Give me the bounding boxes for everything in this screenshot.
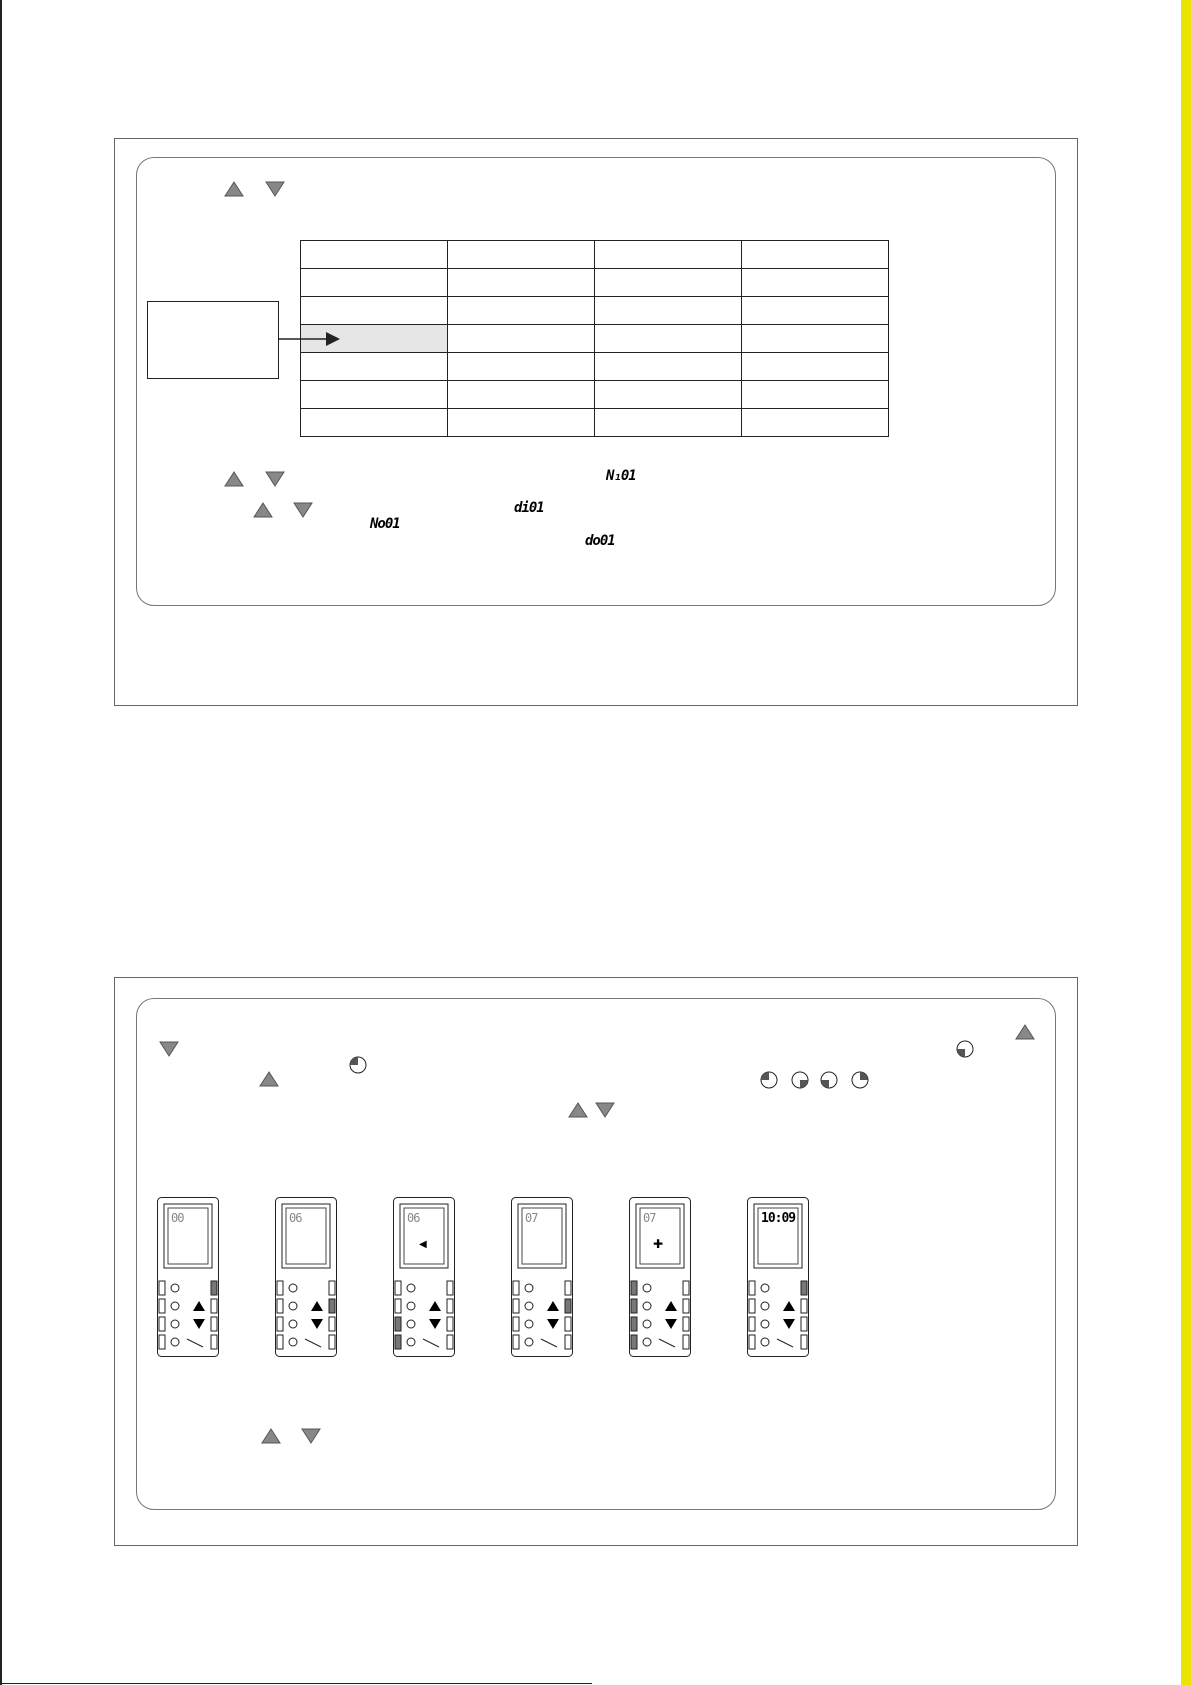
settings-table bbox=[300, 240, 889, 437]
remote-control-2 bbox=[275, 1197, 337, 1357]
remote-timer-mark: ◀ bbox=[419, 1239, 427, 1250]
remote-timer-mark: ✚ bbox=[653, 1237, 664, 1251]
table-row bbox=[301, 241, 889, 269]
quarter-clock-icon bbox=[820, 1071, 838, 1089]
up-arrow-icon bbox=[569, 1103, 587, 1117]
display-code-di: di01 bbox=[514, 500, 544, 516]
up-arrow-icon bbox=[225, 182, 243, 196]
remote-control-5 bbox=[629, 1197, 691, 1357]
callout-box bbox=[147, 301, 279, 379]
up-arrow-icon bbox=[254, 503, 272, 517]
remote-display-digits: 06 bbox=[407, 1211, 420, 1225]
up-arrow-icon bbox=[1016, 1025, 1034, 1039]
remote-display-digits: 07 bbox=[525, 1211, 538, 1225]
remote-control-1 bbox=[157, 1197, 219, 1357]
quarter-clock-icon bbox=[956, 1040, 974, 1058]
down-arrow-icon bbox=[266, 472, 284, 486]
down-arrow-icon bbox=[266, 182, 284, 196]
table-row bbox=[301, 353, 889, 381]
remote-control-6 bbox=[747, 1197, 809, 1357]
remote-display-digits: 07 bbox=[643, 1211, 656, 1225]
table-row bbox=[301, 409, 889, 437]
table-row bbox=[301, 269, 889, 297]
down-arrow-icon bbox=[302, 1429, 320, 1443]
table-row bbox=[301, 381, 889, 409]
remote-control-3 bbox=[393, 1197, 455, 1357]
page-right-rule bbox=[1181, 0, 1191, 1685]
quarter-clock-icon bbox=[349, 1056, 367, 1074]
remote-display-digits: 00 bbox=[171, 1211, 184, 1225]
display-code-no: No01 bbox=[370, 516, 400, 532]
up-arrow-icon bbox=[225, 472, 243, 486]
display-code-n1: N₁01 bbox=[606, 468, 636, 484]
quarter-clock-icon bbox=[760, 1071, 778, 1089]
down-arrow-icon bbox=[294, 503, 312, 517]
display-code-do: do01 bbox=[585, 533, 615, 549]
down-arrow-icon bbox=[160, 1042, 178, 1056]
quarter-clock-icon bbox=[791, 1071, 809, 1089]
table-row-highlighted bbox=[301, 325, 889, 353]
page-left-rule bbox=[0, 0, 2, 1685]
table-row bbox=[301, 297, 889, 325]
callout-pointer-arrow bbox=[278, 332, 348, 346]
remote-display-digits: 06 bbox=[289, 1211, 302, 1225]
down-arrow-icon bbox=[596, 1103, 614, 1117]
remote-display-time: 10:09 bbox=[761, 1211, 796, 1226]
up-arrow-icon bbox=[262, 1429, 280, 1443]
quarter-clock-icon bbox=[851, 1071, 869, 1089]
remote-control-4 bbox=[511, 1197, 573, 1357]
page-bottom-rule bbox=[0, 1683, 592, 1684]
up-arrow-icon bbox=[260, 1072, 278, 1086]
